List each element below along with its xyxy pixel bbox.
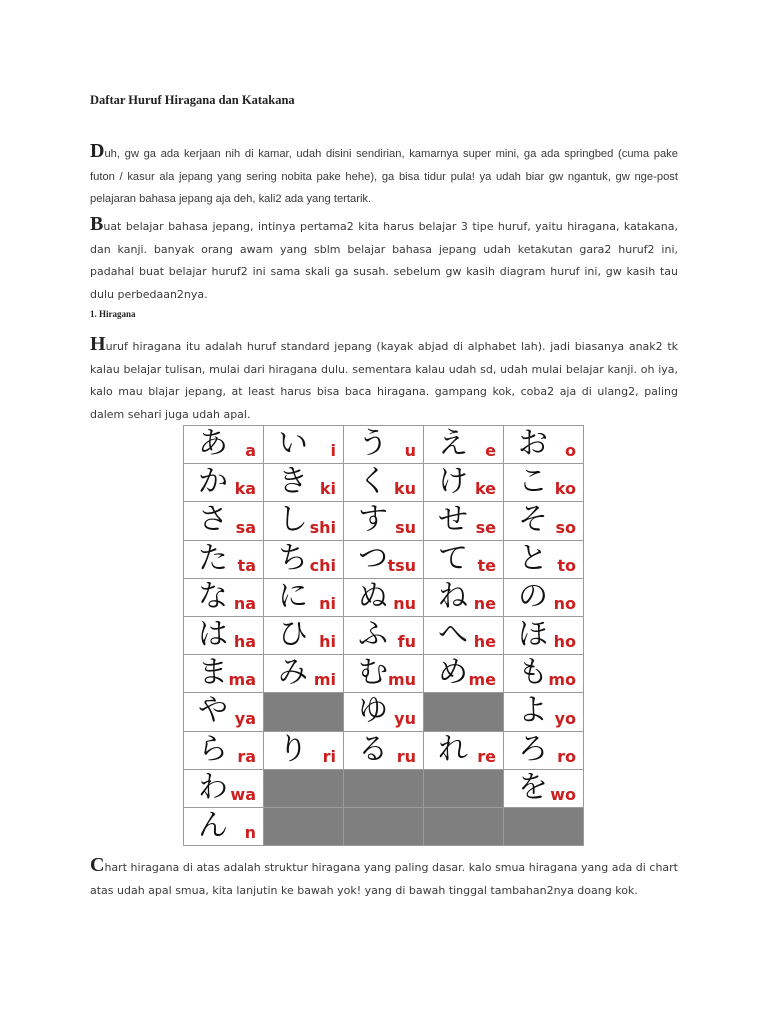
kana-char: へ — [438, 616, 468, 652]
romaji-label: ta — [237, 555, 256, 575]
empty-cell — [264, 769, 344, 807]
kana-char: か — [198, 464, 228, 500]
drop-cap: B — [90, 213, 104, 235]
kana-cell — [424, 578, 504, 616]
romaji-label: ri — [322, 746, 336, 766]
kana-cell — [344, 426, 424, 464]
kana-cell — [344, 464, 424, 502]
romaji-label: ni — [319, 593, 336, 613]
romaji-label: ko — [554, 479, 576, 499]
kana-char: る — [358, 731, 388, 767]
kana-cell — [504, 655, 584, 693]
kana-char: な — [198, 578, 228, 614]
romaji-label: ne — [473, 593, 496, 613]
kana-char: わ — [198, 769, 228, 805]
kana-cell — [344, 540, 424, 578]
kana-cell — [184, 769, 264, 807]
kana-char: ふ — [358, 616, 388, 652]
kana-char: と — [518, 540, 548, 576]
kana-char: け — [438, 464, 468, 500]
kana-char: た — [198, 540, 228, 576]
kana-cell — [344, 731, 424, 769]
romaji-label: ru — [396, 746, 416, 766]
romaji-label: ha — [233, 632, 256, 652]
chart-row — [184, 769, 584, 807]
kana-char: て — [438, 540, 468, 576]
kana-cell — [424, 502, 504, 540]
chart-row — [184, 464, 584, 502]
romaji-label: sa — [235, 517, 256, 537]
kana-char: せ — [438, 502, 468, 538]
kana-cell — [184, 464, 264, 502]
chart-row — [184, 807, 584, 845]
chart-row — [184, 540, 584, 578]
romaji-label: ya — [234, 708, 256, 728]
kana-cell — [504, 731, 584, 769]
kana-cell — [424, 464, 504, 502]
kana-cell — [424, 731, 504, 769]
romaji-label: fu — [397, 632, 416, 652]
romaji-label: he — [473, 632, 496, 652]
kana-cell — [264, 655, 344, 693]
kana-cell — [504, 426, 584, 464]
romaji-label: ka — [234, 479, 256, 499]
kana-char: ほ — [518, 616, 548, 652]
romaji-label: nu — [393, 593, 416, 613]
empty-cell — [424, 693, 504, 731]
empty-cell — [424, 769, 504, 807]
kana-char: に — [278, 578, 308, 614]
hiragana-chart — [183, 425, 584, 846]
kana-cell — [264, 578, 344, 616]
kana-cell — [344, 693, 424, 731]
page-title: Daftar Huruf Hiragana dan Katakana — [90, 93, 295, 107]
kana-char: こ — [518, 464, 548, 500]
kana-char: い — [278, 426, 308, 461]
romaji-label: tsu — [387, 555, 416, 575]
romaji-label: se — [475, 517, 496, 537]
kana-cell — [344, 616, 424, 654]
romaji-label: wo — [550, 784, 576, 804]
romaji-label: a — [245, 441, 256, 461]
chart-explanation-paragraph — [90, 854, 678, 902]
empty-cell — [504, 807, 584, 845]
kana-cell — [264, 464, 344, 502]
empty-cell — [344, 807, 424, 845]
romaji-label: na — [233, 593, 256, 613]
chart-row — [184, 502, 584, 540]
kana-char: う — [358, 426, 388, 461]
chart-row — [184, 693, 584, 731]
kana-char: ん — [198, 807, 228, 843]
kana-cell — [264, 540, 344, 578]
kana-cell — [184, 578, 264, 616]
section-heading: 1. Hiragana — [90, 309, 136, 319]
romaji-label: chi — [309, 555, 336, 575]
empty-cell — [344, 769, 424, 807]
kana-cell — [264, 731, 344, 769]
kana-char: を — [518, 769, 548, 805]
empty-cell — [264, 807, 344, 845]
romaji-label: n — [244, 823, 256, 843]
kana-cell — [504, 540, 584, 578]
kana-char: さ — [198, 502, 228, 538]
kana-cell — [504, 578, 584, 616]
kana-char: え — [438, 426, 468, 461]
kana-cell — [344, 502, 424, 540]
kana-cell — [264, 502, 344, 540]
kana-char: む — [358, 655, 388, 691]
drop-cap: C — [90, 854, 105, 876]
kana-char: す — [358, 502, 388, 538]
kana-char: ら — [198, 731, 228, 767]
romaji-label: ku — [393, 479, 416, 499]
romaji-label: mo — [548, 670, 576, 690]
kana-char: の — [518, 578, 548, 614]
chart-row — [184, 731, 584, 769]
chart-row — [184, 426, 584, 464]
kana-char: ろ — [518, 731, 548, 767]
romaji-label: o — [565, 441, 576, 461]
paragraph-text: uh, gw ga ada kerjaan nih di kamar, udah disini sendirian, kamarnya super mini, ga ada springbed (cuma pake futon / kasur ala jepang yang sering nobita pake hehe), ga bisa tidur pula! ya udah biar gw ngantuk, gw nge-post pelajaran bahasa jepang aja deh, kali2 ada yang tertarik. — [90, 148, 678, 205]
romaji-label: no — [553, 593, 576, 613]
kana-cell — [424, 540, 504, 578]
romaji-label: ro — [557, 746, 576, 766]
romaji-label: i — [330, 441, 336, 461]
kana-char: ね — [438, 578, 468, 614]
kana-char: ゆ — [358, 693, 388, 729]
kana-char: そ — [518, 502, 548, 538]
kana-char: は — [198, 616, 228, 652]
chart-row — [184, 616, 584, 654]
romaji-label: u — [404, 441, 416, 461]
romaji-label: so — [555, 517, 576, 537]
romaji-label: e — [485, 441, 496, 461]
kana-cell — [184, 616, 264, 654]
romaji-label: mi — [313, 670, 336, 690]
kana-char: よ — [518, 693, 548, 729]
chart-row — [184, 655, 584, 693]
letter-types-paragraph — [90, 213, 678, 306]
kana-char: ち — [278, 540, 308, 576]
kana-cell — [184, 693, 264, 731]
kana-cell — [184, 655, 264, 693]
kana-char: つ — [358, 540, 388, 576]
kana-cell — [504, 464, 584, 502]
paragraph-text: uat belajar bahasa jepang, intinya pertama2 kita harus belajar 3 tipe huruf, yaitu hiragana, katakana, dan kanji. banyak orang awam yang sblm belajar bahasa jepang udah ketakutan gara2 huruf2 ini, padahal buat belajar huruf2 ini sama skali ga susah. sebelum gw kasih diagram huruf ini, gw kasih tau dulu perbedaan2nya. — [90, 220, 678, 301]
romaji-label: re — [477, 746, 496, 766]
chart-row — [184, 578, 584, 616]
paragraph-text: uruf hiragana itu adalah huruf standard jepang (kayak abjad di alphabet lah). jadi biasanya anak2 tk kalau belajar tulisan, mulai dari hiragana dulu. sementara kalau udah sd, udah mulai belajar kanji. oh iya, kalo mau blajar jepang, at least harus bisa baca hiragana. gampang kok, coba2 aja di ulang2, paling dalem sehari juga udah apal. — [90, 340, 678, 421]
romaji-label: shi — [309, 517, 336, 537]
romaji-label: mu — [387, 670, 416, 690]
kana-char: み — [278, 655, 308, 691]
paragraph-text: hart hiragana di atas adalah struktur hiragana yang paling dasar. kalo smua hiragana yang ada di chart atas udah apal smua, kita lanjutin ke bawah yok! yang di bawah tinggal tambahan2nya doang kok. — [90, 861, 678, 897]
kana-char: く — [358, 464, 388, 500]
kana-char: し — [278, 502, 308, 538]
kana-char: も — [518, 655, 548, 691]
romaji-label: su — [395, 517, 416, 537]
drop-cap: H — [90, 333, 106, 355]
romaji-label: ho — [553, 632, 576, 652]
kana-char: あ — [198, 426, 228, 461]
drop-cap: D — [90, 140, 105, 162]
kana-char: ひ — [278, 616, 308, 652]
kana-cell — [504, 502, 584, 540]
kana-cell — [264, 616, 344, 654]
kana-cell — [184, 502, 264, 540]
kana-cell — [264, 426, 344, 464]
kana-char: ま — [198, 655, 228, 691]
kana-cell — [424, 655, 504, 693]
romaji-label: yo — [554, 708, 576, 728]
kana-cell — [504, 769, 584, 807]
empty-cell — [264, 693, 344, 731]
intro-paragraph — [90, 140, 678, 211]
romaji-label: ki — [319, 479, 336, 499]
romaji-label: to — [557, 555, 576, 575]
romaji-label: wa — [230, 784, 256, 804]
kana-cell — [344, 655, 424, 693]
romaji-label: me — [468, 670, 496, 690]
kana-char: や — [198, 693, 228, 729]
kana-cell — [504, 693, 584, 731]
hiragana-paragraph — [90, 333, 678, 426]
kana-cell — [184, 731, 264, 769]
kana-cell — [184, 540, 264, 578]
kana-cell — [184, 426, 264, 464]
romaji-label: hi — [319, 632, 336, 652]
romaji-label: ra — [237, 746, 256, 766]
kana-char: お — [518, 426, 548, 461]
kana-char: ぬ — [358, 578, 388, 614]
empty-cell — [424, 807, 504, 845]
kana-cell — [184, 807, 264, 845]
kana-cell — [504, 616, 584, 654]
romaji-label: ma — [228, 670, 256, 690]
kana-char: れ — [438, 731, 468, 767]
kana-char: き — [278, 464, 308, 500]
romaji-label: ke — [474, 479, 496, 499]
romaji-label: yu — [394, 708, 416, 728]
kana-char: り — [278, 731, 308, 767]
kana-cell — [424, 426, 504, 464]
kana-cell — [344, 578, 424, 616]
kana-cell — [424, 616, 504, 654]
kana-char: め — [438, 655, 468, 691]
romaji-label: te — [477, 555, 496, 575]
